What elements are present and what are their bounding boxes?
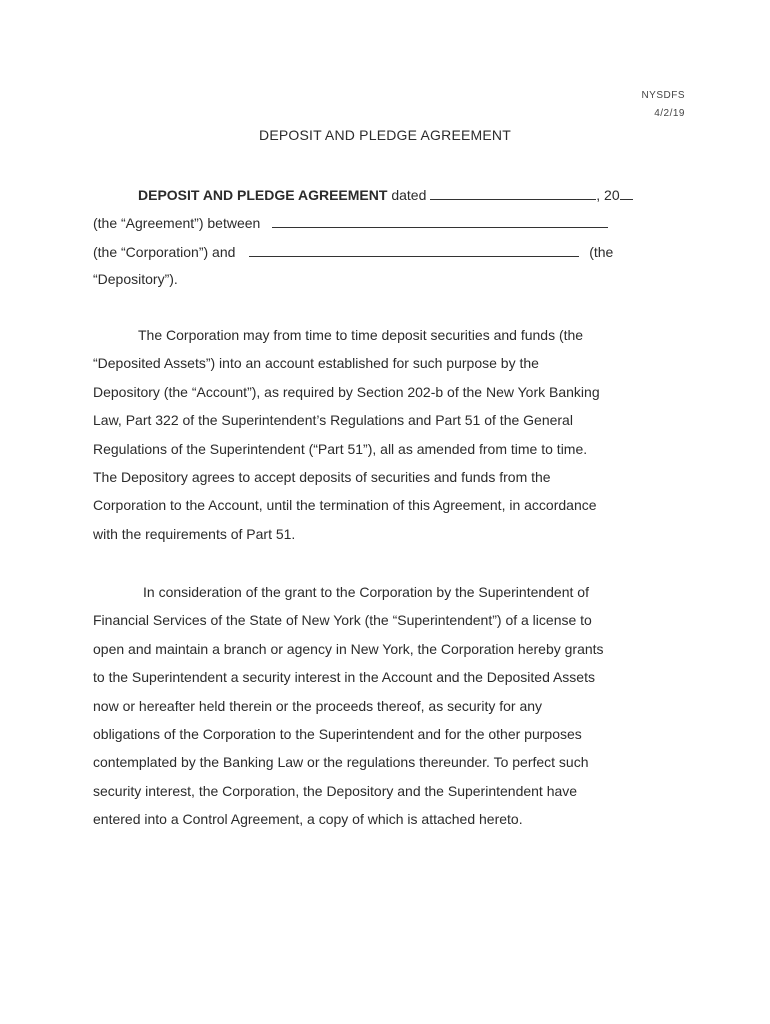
revision-date: 4/2/19 [654,108,685,119]
paragraph-line: Regulations of the Superintendent (“Part 51”), all as amended from time to time. [93,440,588,457]
paragraph-deposited-assets [93,321,693,548]
depository-definition: “Depository”). [93,271,178,287]
paragraph-line: Depository (the “Account”), as required by Section 202-b of the New York Banking [93,383,600,400]
year-prefix: , 20 [596,187,620,203]
paragraph-line: The Depository agrees to accept deposits of securities and funds from the [93,469,551,486]
depository-name-blank[interactable] [249,242,579,257]
paragraph-security-interest [93,578,693,834]
paragraph-line: entered into a Control Agreement, a copy of which is attached hereto. [93,811,523,828]
agency-code: NYSDFS [641,90,685,101]
paragraph-line: obligations of the Corporation to the Superintendent and for the other purposes [93,726,582,743]
year-blank[interactable] [620,185,633,200]
agreement-between-label: (the “Agreement”) between [93,215,261,231]
paragraph-line: to the Superintendent a security interest in the Account and the Deposited Assets [93,669,595,686]
paragraph-line: security interest, the Corporation, the Depository and the Superintendent have [93,782,578,799]
paragraph-line: with the requirements of Part 51. [93,525,296,542]
corporation-and-label: (the “Corporation”) and [93,244,236,260]
paragraph-line: In consideration of the grant to the Corporation by the Superintendent of [143,584,589,600]
paragraph-line: now or hereafter held therein or the proceeds thereof, as security for any [93,697,543,714]
date-blank[interactable] [430,185,596,200]
preamble-line-2 [93,213,608,231]
preamble-line-1 [138,185,633,203]
paragraph-line: Law, Part 322 of the Superintendent’s Regulations and Part 51 of the General [93,412,573,429]
preamble-line-3 [93,242,613,260]
agreement-name: DEPOSIT AND PLEDGE AGREEMENT [138,187,388,203]
paragraph-line: Financial Services of the State of New York (the “Superintendent”) of a license to [93,612,592,629]
paragraph-line: The Corporation may from time to time deposit securities and funds (the [138,327,584,343]
the-label: (the [589,244,614,260]
paragraph-line: contemplated by the Banking Law or the regulations thereunder. To perfect such [93,754,589,771]
paragraph-line: “Deposited Assets”) into an account established for such purpose by the [93,355,539,372]
dated-label: dated [391,187,427,203]
paragraph-line: open and maintain a branch or agency in New York, the Corporation hereby grants [93,640,604,657]
paragraph-line: Corporation to the Account, until the termination of this Agreement, in accordance [93,497,597,514]
document-title: DEPOSIT AND PLEDGE AGREEMENT [259,127,511,143]
corporation-name-blank[interactable] [272,213,608,228]
